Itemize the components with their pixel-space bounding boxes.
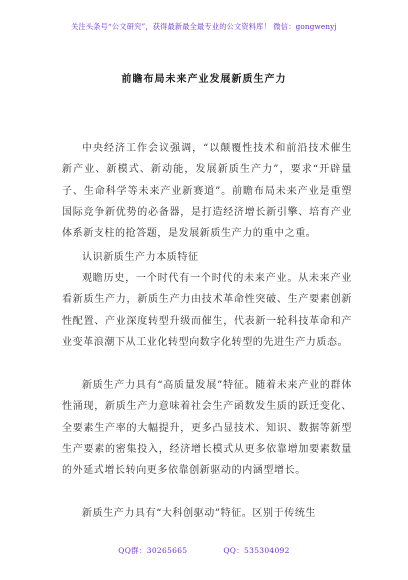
document-title: 前瞻布局未来产业发展新质生产力 xyxy=(121,74,287,85)
section-heading: 认识新质生产力本质特征 xyxy=(82,252,199,263)
paragraph-innovation: 新质生产力具有“大科创驱动”特征。区别于传统生 xyxy=(82,508,317,519)
footer-contact xyxy=(0,545,408,556)
paragraph-history: 观瞻历史，一个时代有一个时代的未来产业。从未来产业看新质生产力，新质生产力由技术革命性突破、生产要素创新性配置、产业深度转型升级而催生，代表新一轮科技革命和产业变革浪潮下从工业化转型向数字化转型的先进生产力质态。 xyxy=(62,273,352,348)
paragraph-intro: 中央经济工作会议强调，“以颠覆性技术和前沿技术催生新产业、新模式、新动能，发展新质生产力”，要求“开辟量子、生命科学等未来产业新赛道”。前瞻布局未来产业是重塑国际竞争新优势的必备器，是打造经济增长新引擎、培育产业体系新支柱的抢答题，是发展新质生产力的重中之重。 xyxy=(62,143,352,240)
header-banner: 关注头条号“公文研究”，获得最新最全最专业的公文资料库！ 微信：gongwenyj xyxy=(71,22,337,31)
footer-qq: QQ：535304092 xyxy=(223,546,290,555)
paragraph-high-quality: 新质生产力具有“高质量发展”特征。随着未来产业的群体性涌现，新质生产力意味着社会生产函数发生质的跃迁变化、全要素生产率的大幅提升，更多凸显技术、知识、数据等新型生产要素的密集投入，经济增长模式从更多依靠增加要素数量的外延式增长转向更多依靠创新驱动的内涵型增长。 xyxy=(62,380,352,477)
footer-qq-group: QQ群：30265665 xyxy=(118,546,188,555)
